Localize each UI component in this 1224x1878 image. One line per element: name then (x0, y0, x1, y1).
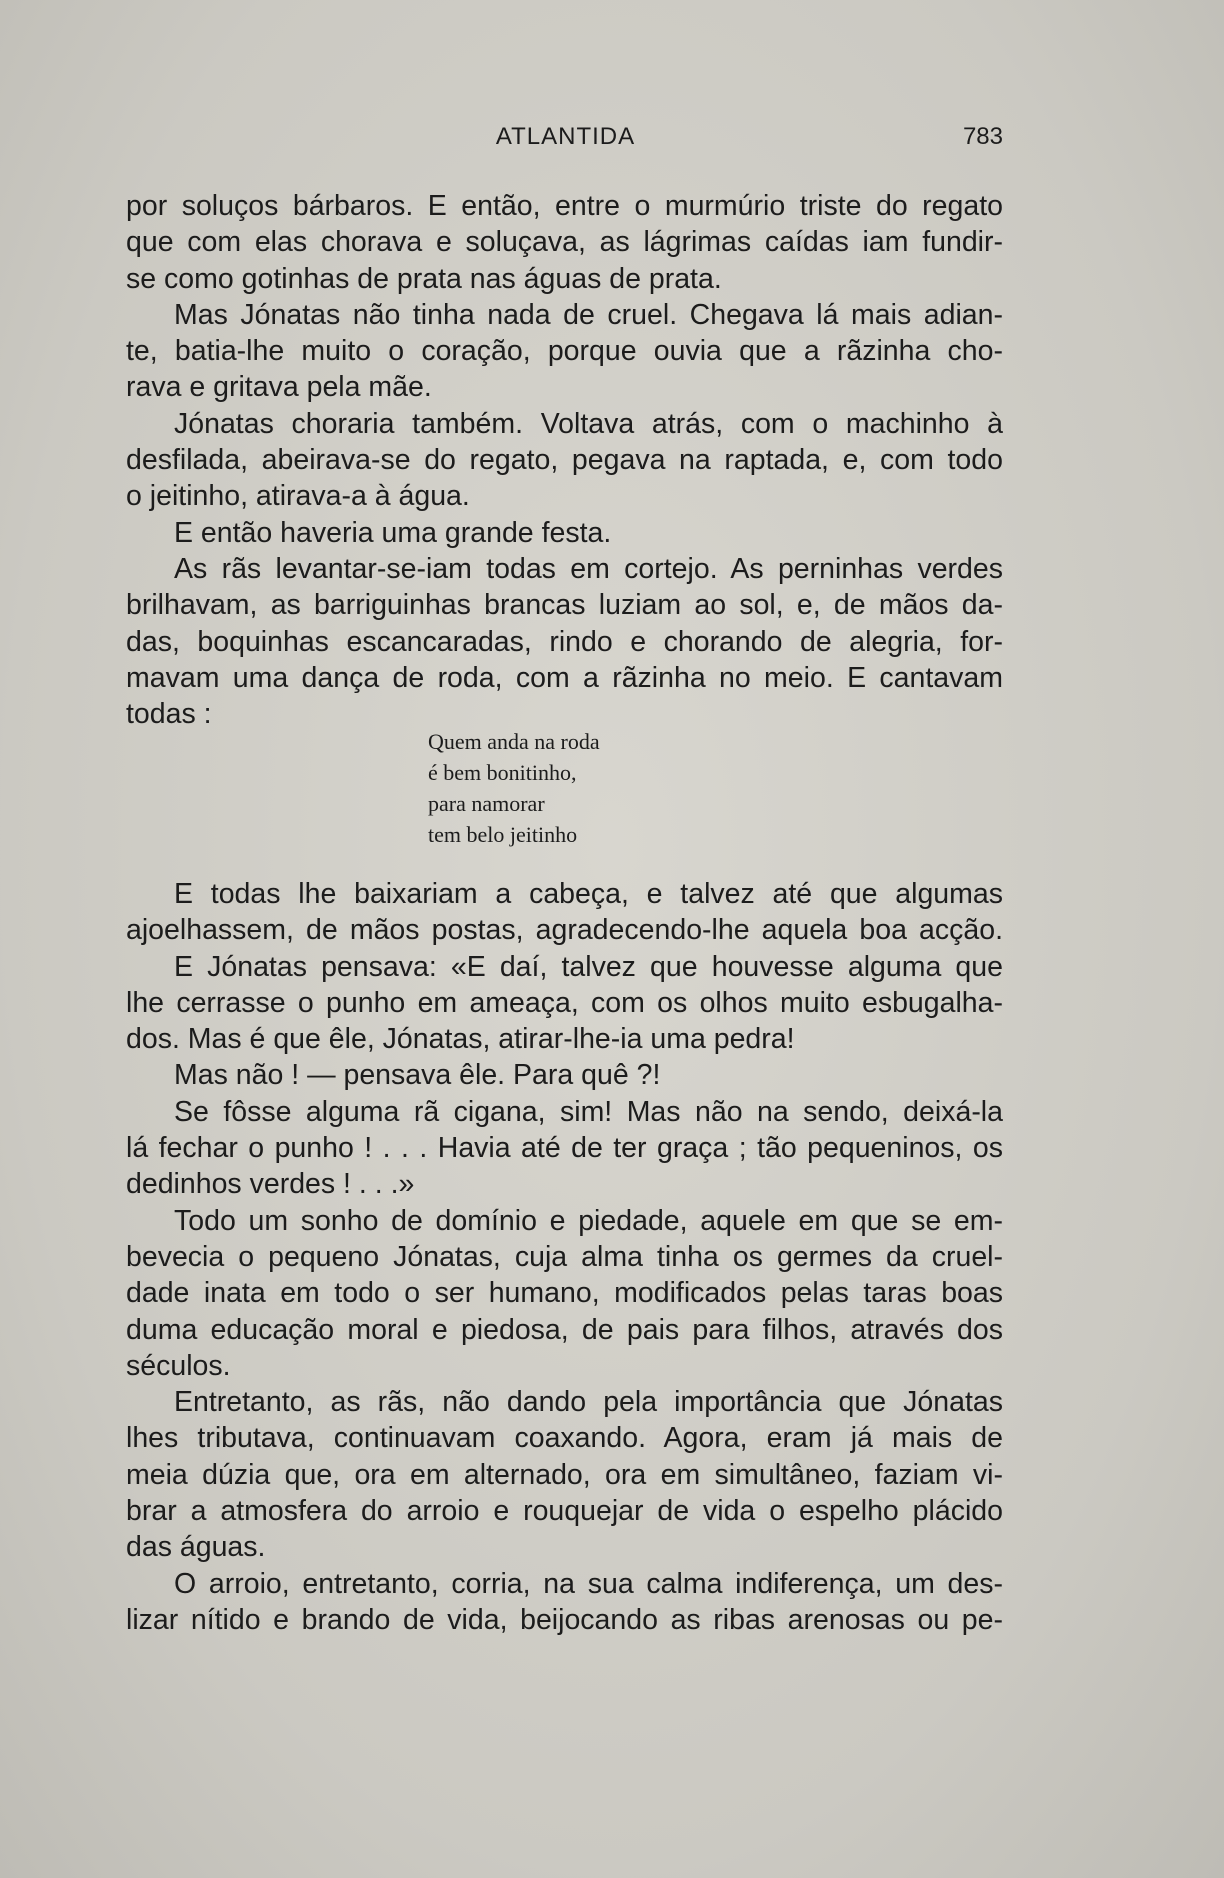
text-line: E todas lhe baixariam a cabeça, e talvez até que algumas (174, 878, 1003, 910)
text-line: brar a atmosfera do arroio e rouquejar de vida o espelho plácido (126, 1495, 1003, 1528)
text-line: se como gotinhas de prata nas águas de prata. (126, 262, 722, 295)
text-line: Entretanto, as rãs, não dando pela importância que Jónatas (174, 1386, 1003, 1419)
text-line: meia dúzia que, ora em alternado, ora em simultâneo, faziam vi- (126, 1458, 1003, 1491)
text-line: Se fôsse alguma rã cigana, sim! Mas não na sendo, deixá-la (174, 1095, 1003, 1128)
verse-line: tem belo jeitinho (428, 822, 578, 847)
text-line: Mas não ! — pensava êle. Para quê ?! (174, 1059, 661, 1092)
text-line: te, batia-lhe muito o coração, porque ouvia que a rãzinha cho- (126, 335, 1003, 368)
text-line: o jeitinho, atirava-a à água. (126, 480, 470, 513)
text-line: dedinhos verdes ! . . .» (126, 1168, 415, 1201)
verse-line: para namorar (428, 791, 545, 816)
page-header (128, 123, 1003, 159)
text-line: séculos. (126, 1349, 231, 1382)
text-line: Jónatas choraria também. Voltava atrás, com o machinho à (174, 407, 1003, 440)
text-line: Mas Jónatas não tinha nada de cruel. Chegava lá mais adian- (174, 298, 1003, 331)
text-line: das, boquinhas escancaradas, rindo e chorando de alegria, for- (126, 625, 1003, 658)
text-line: brilhavam, as barriguinhas brancas luziam ao sol, e, de mãos da- (126, 589, 1003, 622)
text-line: que com elas chorava e soluçava, as lágrimas caídas iam fundir- (126, 226, 1003, 259)
text-line: todas : (126, 698, 212, 731)
text-line: por soluços bárbaros. E então, entre o murmúrio triste do regato (126, 190, 1003, 222)
upper-paragraphs (126, 188, 1003, 732)
text-line: duma educação moral e piedosa, de pais para filhos, através dos (126, 1313, 1003, 1346)
text-line: dos. Mas é que êle, Jónatas, atirar-lhe-ia uma pedra! (126, 1023, 795, 1056)
verse-line: é bem bonitinho, (428, 760, 577, 785)
text-line: lhe cerrasse o punho em ameaça, com os olhos muito esbugalha- (126, 986, 1003, 1019)
text-line: lhes tributava, continuavam coaxando. Agora, eram já mais de (126, 1422, 1003, 1455)
text-line: ajoelhassem, de mãos postas, agradecendo-lhe aquela boa acção. (126, 914, 1003, 947)
song-verse (428, 726, 600, 850)
text-line: rava e gritava pela mãe. (126, 371, 432, 404)
text-line: E Jónatas pensava: «E daí, talvez que houvesse alguma que (174, 950, 1003, 983)
text-line: das águas. (126, 1531, 266, 1564)
page-number: 783 (962, 123, 1003, 150)
text-line: As rãs levantar-se-iam todas em cortejo. As perninhas verdes (174, 552, 1003, 585)
verse-line: Quem anda na roda (428, 729, 600, 754)
text-line: E então haveria uma grande festa. (174, 516, 612, 549)
text-line: mavam uma dança de roda, com a rãzinha no meio. E cantavam (126, 661, 1003, 694)
running-head: ATLANTIDA (495, 123, 636, 150)
text-line: bevecia o pequeno Jónatas, cuja alma tinha os germes da cruel- (126, 1240, 1003, 1273)
text-line: lá fechar o punho ! . . . Havia até de ter graça ; tão pequeninos, os (126, 1132, 1003, 1165)
text-line: Todo um sonho de domínio e piedade, aquele em que se em- (174, 1204, 1003, 1237)
text-line: desfilada, abeirava-se do regato, pegava na raptada, e, com todo (126, 444, 1003, 477)
lower-paragraphs (126, 876, 1003, 1638)
text-line: lizar nítido e brando de vida, beijocando as ribas arenosas ou pe- (126, 1603, 1003, 1636)
text-line: O arroio, entretanto, corria, na sua calma indiferença, um des- (174, 1567, 1003, 1600)
text-line: dade inata em todo o ser humano, modificados pelas taras boas (126, 1277, 1003, 1310)
